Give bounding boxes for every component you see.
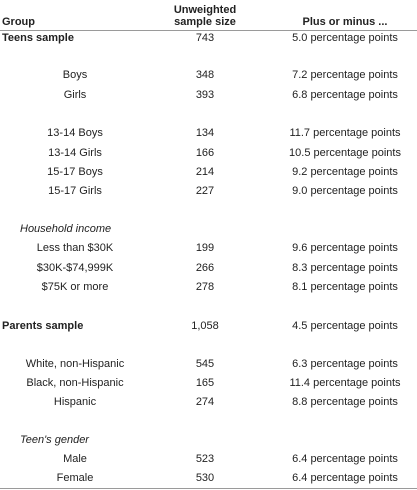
row-sample-size: 1,058	[191, 320, 219, 332]
row-sample-size: 227	[195, 185, 215, 197]
subheading-label: Household income	[20, 223, 112, 235]
row-margin: 6.4 percentage points	[292, 453, 398, 465]
row-label: Female	[56, 472, 94, 484]
table-row	[0, 469, 417, 487]
row-sample-size: 199	[195, 242, 215, 254]
row-margin: 6.8 percentage points	[292, 89, 398, 101]
table-row	[0, 317, 417, 335]
row-sample-size: 278	[195, 281, 215, 293]
table-row	[0, 239, 417, 257]
row-label: 13-14 Girls	[48, 147, 102, 159]
row-sample-size: 214	[195, 166, 215, 178]
row-label: Teens sample	[2, 32, 74, 44]
row-sample-size: 165	[195, 377, 215, 389]
table-row	[0, 144, 417, 162]
row-label: $75K or more	[41, 281, 109, 293]
table-row-subheading	[0, 431, 417, 449]
row-margin: 8.8 percentage points	[292, 396, 398, 408]
row-margin: 6.3 percentage points	[292, 358, 398, 370]
row-sample-size: 743	[195, 32, 215, 44]
row-label: White, non-Hispanic	[25, 358, 125, 370]
table-row	[0, 86, 417, 104]
table-row	[0, 29, 417, 47]
table-row	[0, 163, 417, 181]
table-row	[0, 355, 417, 373]
row-sample-size: 545	[195, 358, 215, 370]
table-row	[0, 259, 417, 277]
row-margin: 9.0 percentage points	[292, 185, 398, 197]
row-label: 15-17 Boys	[47, 166, 103, 178]
table-row	[0, 450, 417, 468]
row-margin: 7.2 percentage points	[292, 69, 398, 81]
row-margin: 4.5 percentage points	[292, 320, 398, 332]
row-label: 13-14 Boys	[47, 127, 103, 139]
row-margin: 11.4 percentage points	[289, 377, 401, 389]
row-margin: 8.1 percentage points	[292, 281, 398, 293]
row-label: Parents sample	[2, 320, 84, 332]
table-row	[0, 182, 417, 200]
row-margin: 5.0 percentage points	[292, 32, 398, 44]
header-margin-of-error: Plus or minus ...	[302, 16, 388, 28]
row-margin: 9.2 percentage points	[292, 166, 398, 178]
row-sample-size: 266	[195, 262, 215, 274]
row-label: Hispanic	[53, 396, 97, 408]
row-label: Black, non-Hispanic	[26, 377, 124, 389]
table-row	[0, 66, 417, 84]
table-row	[0, 278, 417, 296]
table-row	[0, 374, 417, 392]
row-label: Less than $30K	[36, 242, 114, 254]
row-sample-size: 523	[195, 453, 215, 465]
row-margin: 11.7 percentage points	[289, 127, 401, 139]
row-label: Girls	[63, 89, 87, 101]
row-sample-size: 166	[195, 147, 215, 159]
table-row	[0, 393, 417, 411]
row-sample-size: 393	[195, 89, 215, 101]
subheading-label: Teen's gender	[20, 434, 89, 446]
row-sample-size: 530	[195, 472, 215, 484]
row-margin: 10.5 percentage points	[289, 147, 401, 159]
row-margin: 8.3 percentage points	[292, 262, 398, 274]
header-sample-line2: sample size	[174, 16, 236, 28]
table-row	[0, 124, 417, 142]
row-label: 15-17 Girls	[48, 185, 102, 197]
row-margin: 9.6 percentage points	[292, 242, 398, 254]
row-label: Male	[63, 453, 87, 465]
table-row-subheading	[0, 220, 417, 238]
row-sample-size: 348	[195, 69, 215, 81]
row-sample-size: 274	[195, 396, 215, 408]
row-sample-size: 134	[195, 127, 215, 139]
table-bottom-divider	[0, 488, 417, 489]
header-group: Group	[2, 16, 35, 28]
header-sample-size	[150, 4, 260, 28]
row-label: Boys	[62, 69, 88, 81]
row-label: $30K-$74,999K	[36, 262, 114, 274]
header-sample-line1: Unweighted	[173, 4, 237, 16]
row-margin: 6.4 percentage points	[292, 472, 398, 484]
